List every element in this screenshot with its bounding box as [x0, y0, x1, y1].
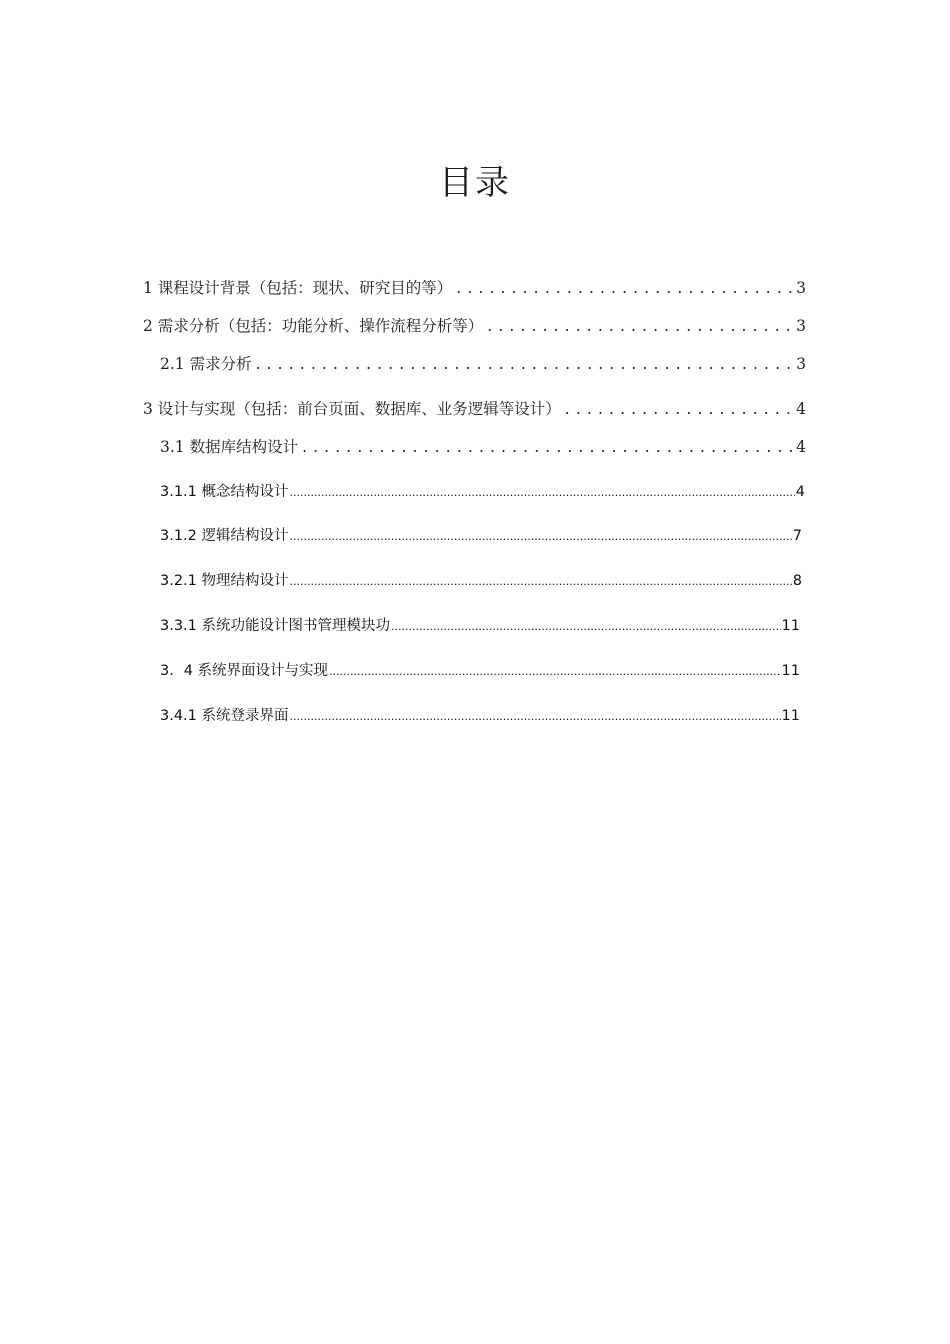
toc-entry-2[interactable]: [143, 314, 806, 336]
toc-dot-leader: [290, 708, 781, 724]
toc-entry-label: 3.2.1 物理结构设计: [160, 573, 289, 589]
toc-entry-label: 3.1.1 概念结构设计: [160, 484, 289, 500]
toc-entry-3-3-1[interactable]: [160, 614, 800, 635]
toc-entry-label: 3．4 系统界面设计与实现: [160, 663, 329, 679]
toc-entry-page: 11: [781, 708, 800, 724]
toc-dot-leader: [290, 573, 792, 589]
toc-entry-3-1[interactable]: [160, 435, 806, 457]
toc-dot-leader: [391, 618, 781, 634]
toc-entry-label: 2.1 需求分析: [160, 355, 252, 373]
toc-entry-3-2-1[interactable]: [160, 569, 802, 590]
toc-entry-page: 8: [792, 573, 802, 589]
toc-entry-label: 3.1 数据库结构设计: [160, 438, 299, 456]
toc-entry-page: 3: [796, 317, 806, 335]
toc-entry-1[interactable]: [143, 276, 806, 298]
toc-entry-3[interactable]: [143, 397, 806, 419]
toc-dot-leader: [487, 317, 792, 335]
toc-dot-leader: [256, 355, 793, 373]
toc-title: 目录: [439, 163, 511, 203]
toc-dot-leader: [456, 279, 792, 297]
toc-entry-page: 4: [796, 400, 806, 418]
toc-entry-2-1[interactable]: [160, 352, 806, 374]
toc-dot-leader: [329, 663, 780, 679]
toc-entry-label: 3.4.1 系统登录界面: [160, 708, 289, 724]
toc-entry-label: 3 设计与实现（包括：前台页面、数据库、业务逻辑等设计）: [143, 400, 561, 418]
toc-entry-3-1-1[interactable]: [160, 480, 805, 501]
toc-entry-page: 4: [795, 484, 805, 500]
toc-entry-page: 11: [781, 663, 800, 679]
toc-entry-page: 3: [796, 355, 806, 373]
toc-entry-3-4[interactable]: [160, 659, 800, 680]
toc-dot-leader: [565, 400, 792, 418]
toc-entry-3-4-1[interactable]: [160, 704, 800, 725]
toc-dot-leader: [302, 438, 792, 456]
toc-entry-label: 2 需求分析（包括：功能分析、操作流程分析等）: [143, 317, 484, 335]
toc-dot-leader: [290, 484, 795, 500]
toc-entry-label: 3.3.1 系统功能设计图书管理模块功: [160, 618, 391, 634]
toc-entry-label: 3.1.2 逻辑结构设计: [160, 528, 289, 544]
toc-entry-page: 3: [796, 279, 806, 297]
toc-entry-page: 11: [781, 618, 800, 634]
toc-entry-page: 7: [792, 528, 802, 544]
toc-entry-3-1-2[interactable]: [160, 524, 802, 545]
toc-entry-page: 4: [796, 438, 806, 456]
toc-entry-label: 1 课程设计背景（包括：现状、研究目的等）: [143, 279, 453, 297]
toc-dot-leader: [290, 528, 792, 544]
